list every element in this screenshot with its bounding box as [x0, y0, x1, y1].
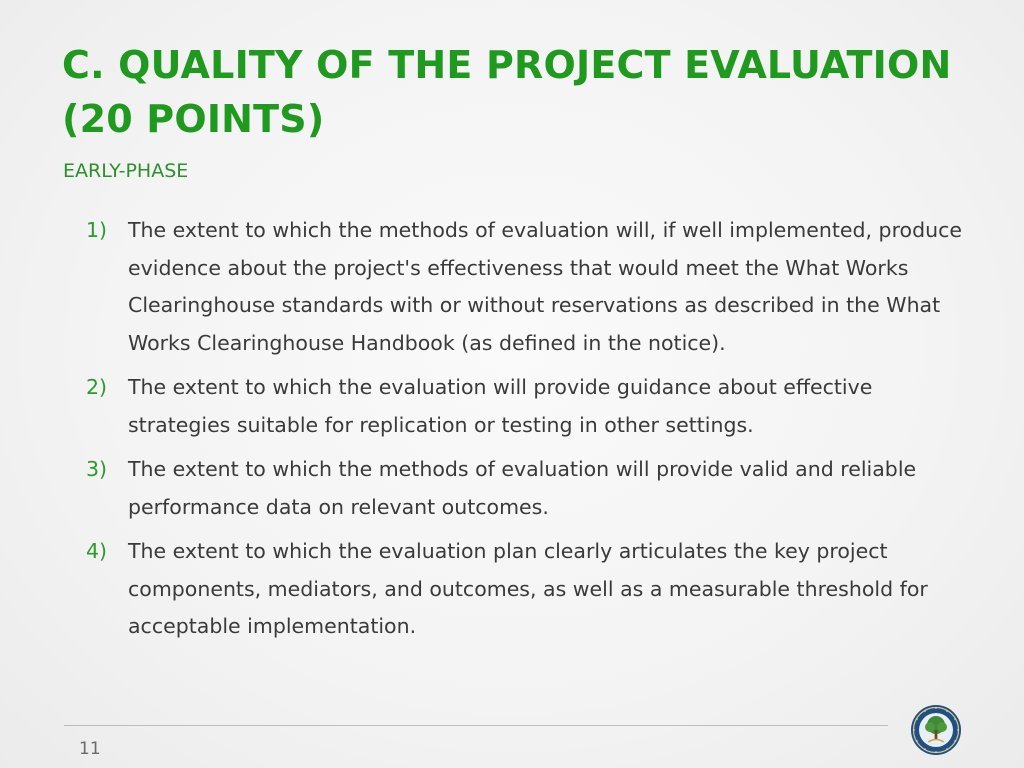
footer-divider: [64, 725, 888, 726]
slide-title: C. QUALITY OF THE PROJECT EVALUATION (20 POINTS): [62, 43, 952, 141]
criterion-number: 3): [86, 457, 108, 481]
criterion-item: [84, 369, 964, 444]
criterion-number: 2): [86, 375, 108, 399]
criterion-text: The extent to which the evaluation will provide guidance about effective strategies suitable for replication or testing in other settings.: [128, 375, 873, 437]
criterion-text: The extent to which the evaluation plan clearly articulates the key project components, mediators, and outcomes, as well as a measurable threshold for acceptable implementation.: [128, 539, 928, 638]
criterion-text: The extent to which the methods of evaluation will provide valid and reliable performance data on relevant outcomes.: [128, 457, 917, 519]
department-of-education-seal-icon: [910, 704, 962, 756]
page-number: 11: [79, 739, 101, 759]
slide-subtitle: EARLY-PHASE: [63, 160, 189, 182]
criterion-number: 4): [86, 539, 108, 563]
criterion-number: 1): [86, 218, 108, 242]
criterion-item: [84, 451, 964, 526]
criterion-text: The extent to which the methods of evaluation will, if well implemented, produce evidence about the project's effectiveness that would meet the What Works Clearinghouse standards with or without reservations as described in the What Works Clearinghouse Handbook (as defined in the notice).: [128, 218, 962, 355]
criterion-item: [84, 212, 964, 362]
criteria-list: [84, 212, 964, 653]
criterion-item: [84, 533, 964, 646]
